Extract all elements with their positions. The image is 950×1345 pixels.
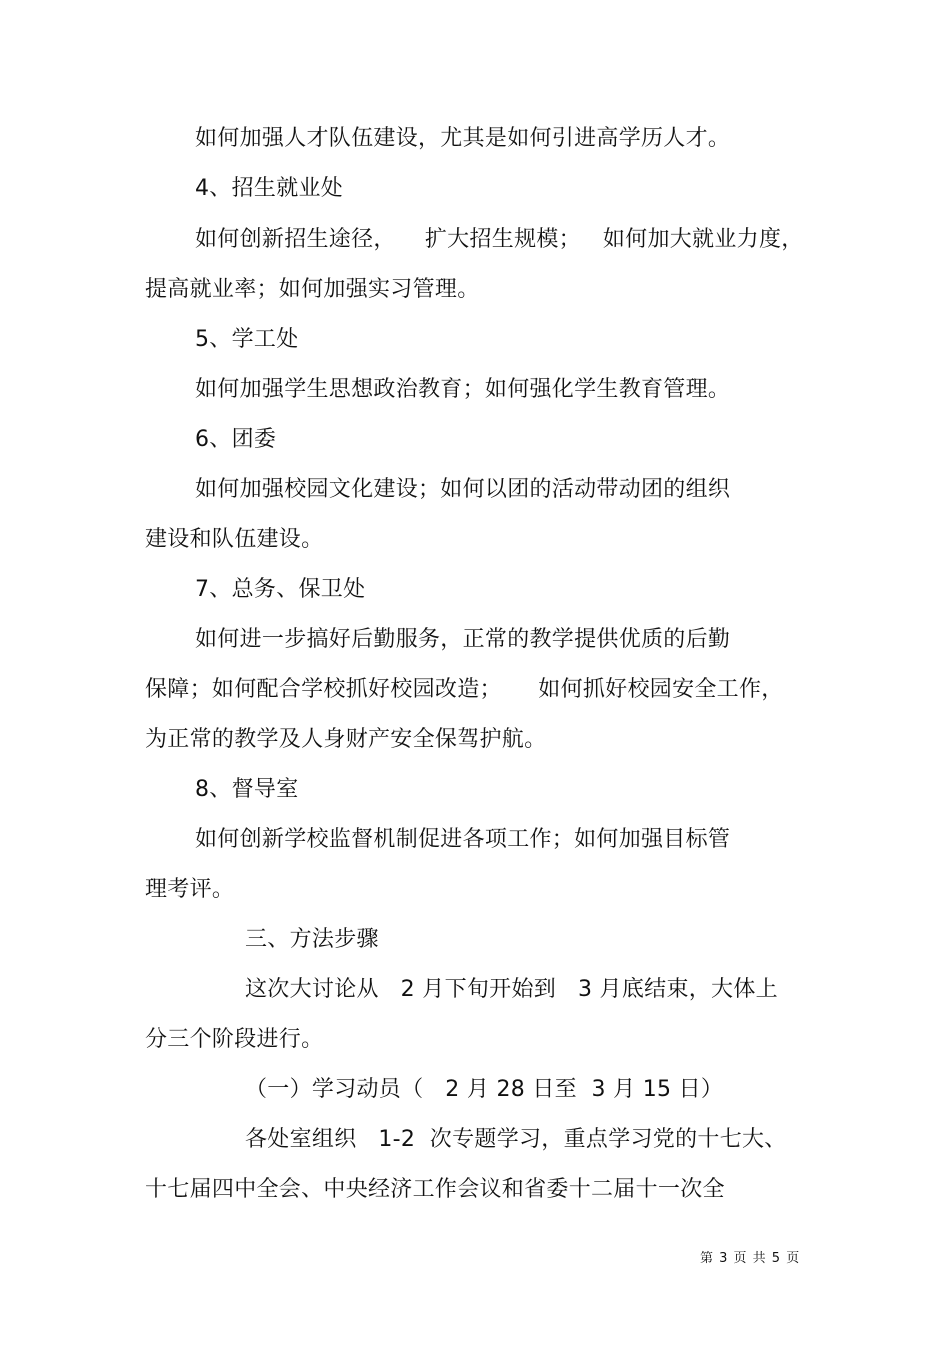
paragraph-line: 保障；如何配合学校抓好校园改造； 如何抓好校园安全工作， — [145, 677, 784, 702]
paragraph-line: 提高就业率；如何加强实习管理。 — [145, 277, 480, 302]
paragraph-line: 分三个阶段进行。 — [145, 1027, 324, 1052]
paragraph-line: 如何加强人才队伍建设，尤其是如何引进高学历人才。 — [195, 126, 731, 151]
paragraph-line: 如何创新学校监督机制促进各项工作；如何加强目标管 — [195, 827, 731, 852]
paragraph-line: 为正常的教学及人身财产安全保驾护航。 — [145, 727, 547, 752]
paragraph-line: 建设和队伍建设。 — [145, 527, 324, 552]
paragraph-line: 理考评。 — [145, 877, 235, 902]
section-heading: 7、总务、保卫处 — [195, 577, 366, 602]
paragraph-line: 如何加强校园文化建设；如何以团的活动带动团的组织 — [195, 477, 731, 502]
section-heading: 5、学工处 — [195, 327, 299, 352]
paragraph-line: 如何加强学生思想政治教育；如何强化学生教育管理。 — [195, 377, 731, 402]
paragraph-line: 如何创新招生途径， 扩大招生规模； 如何加大就业力度， — [195, 227, 804, 252]
paragraph-line: 这次大讨论从 2 月下旬开始到 3 月底结束，大体上 — [245, 977, 778, 1002]
section-heading: 8、督导室 — [195, 777, 299, 802]
page-number-footer: 第 3 页 共 5 页 — [700, 1251, 801, 1266]
paragraph-line: 十七届四中全会、中央经济工作会议和省委十二届十一次全 — [145, 1177, 725, 1202]
subsection-heading: （一）学习动员（ 2 月 28 日至 3 月 15 日） — [245, 1077, 724, 1102]
section-heading: 三、方法步骤 — [245, 927, 379, 952]
section-heading: 6、团委 — [195, 427, 277, 452]
section-heading: 4、招生就业处 — [195, 176, 344, 201]
paragraph-line: 各处室组织 1-2 次专题学习，重点学习党的十七大、 — [245, 1127, 787, 1152]
paragraph-line: 如何进一步搞好后勤服务，正常的教学提供优质的后勤 — [195, 627, 731, 652]
